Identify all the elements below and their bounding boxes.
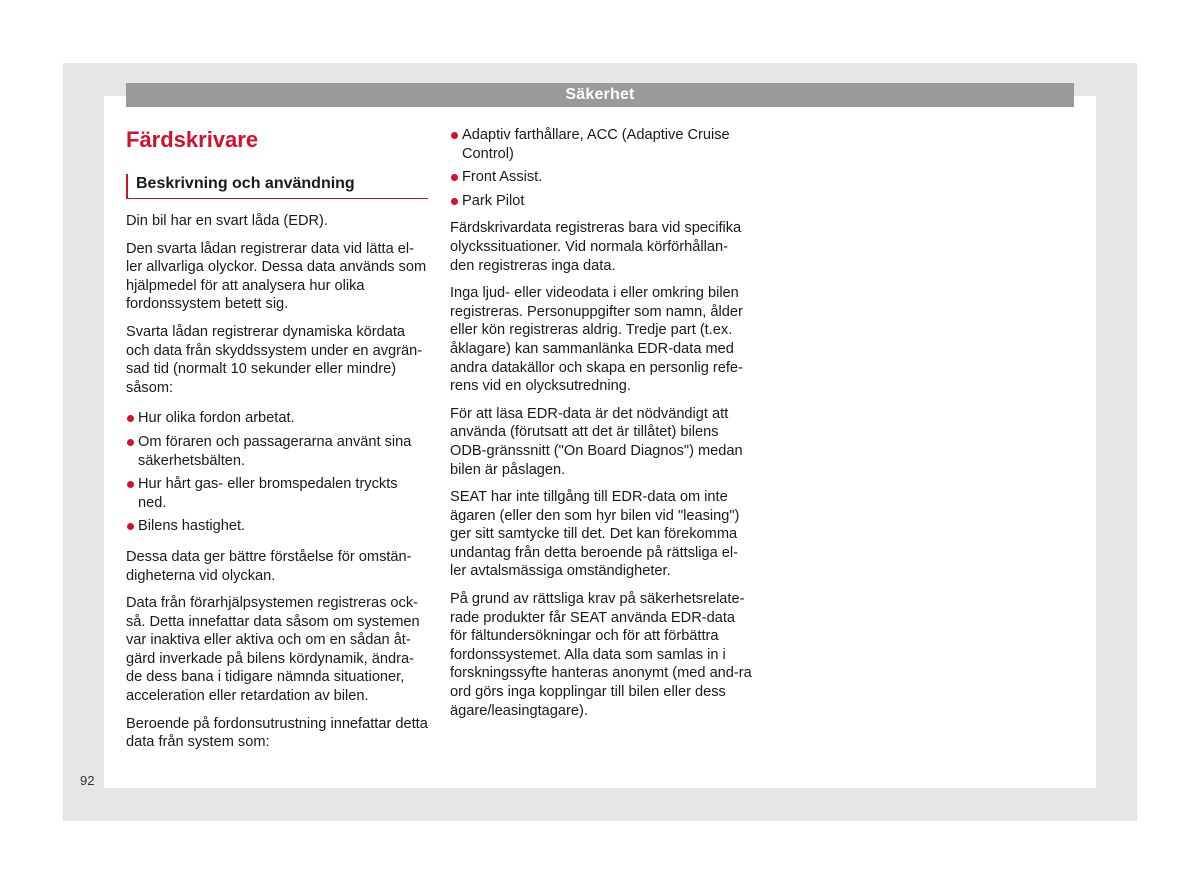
- paragraph: Beroende på fordonsutrustning innefattar detta data från system som:: [126, 715, 428, 751]
- list-item-text: Front Assist.: [462, 169, 543, 186]
- paragraph: Din bil har en svart låda (EDR).: [126, 213, 328, 229]
- list-item: [126, 475, 428, 512]
- paragraph: Svarta lådan registrerar dynamiska kördata och data från skyddssystem under en avgrän-sad tid (normalt 10 sekunder eller mindre) såsom:: [126, 323, 423, 396]
- bullet-list: [450, 126, 752, 210]
- bullet-icon: [127, 439, 134, 446]
- bullet-icon: [451, 198, 458, 205]
- list-item: [450, 168, 752, 187]
- list-item: [450, 192, 752, 211]
- bullet-list: [126, 409, 428, 536]
- section-title: Säkerhet: [565, 86, 635, 103]
- paragraph: SEAT har inte tillgång till EDR-data om inte ägaren (eller den som hyr bilen vid "leasing") ger sitt samtycke till det. Det kan förekomma undantag från detta beroende på rättsliga el-ler avtalsmässiga omständigheter.: [450, 489, 740, 580]
- paragraph: Inga ljud- eller videodata i eller omkring bilen registreras. Personuppgifter som namn, ålder eller kön registreras aldrig. Tredje part (t.ex. åklagare) kan sammanlänka EDR-data med andra datakällor och skapa en personlig refe-rens vid en olycksutredning.: [450, 285, 743, 395]
- left-column: [126, 126, 428, 761]
- paragraph: För att läsa EDR-data är det nödvändigt att använda (förutsatt att det är tillåtet) bilens ODB-gränssnitt ("On Board Diagnos") medan bilen är påslagen.: [450, 405, 743, 478]
- right-column: [450, 126, 752, 729]
- list-item: [126, 517, 428, 536]
- list-item-text: Park Pilot: [462, 192, 525, 209]
- list-item-text: Om föraren och passagerarna använt sina säkerhetsbälten.: [138, 433, 412, 469]
- paragraph: På grund av rättsliga krav på säkerhetsrelate-rade produkter får SEAT använda EDR-data för fältundersökningar och för att förbättra fordonssystemet. Alla data som samlas in i forskningssyfte hanteras anonymt (med and-ra ord görs inga kopplingar till bilen eller dess ägare/leasingtagare).: [450, 591, 752, 719]
- list-item-text: Hur olika fordon arbetat.: [138, 410, 295, 427]
- bullet-icon: [451, 132, 458, 139]
- paragraph: Den svarta lådan registrerar data vid lätta el-ler allvarliga olyckor. Dessa data används som hjälpmedel för att analysera hur olika fordonssystem betett sig.: [126, 240, 427, 313]
- list-item: [450, 126, 752, 163]
- list-item: [126, 409, 428, 428]
- subheading: Beskrivning och användning: [126, 174, 428, 199]
- bullet-icon: [127, 523, 134, 530]
- page-title: Färdskrivare: [126, 127, 259, 152]
- section-header-bar: [126, 83, 1074, 107]
- bullet-icon: [127, 481, 134, 488]
- page-number: 92: [80, 773, 95, 788]
- paragraph: Färdskrivardata registreras bara vid specifika olyckssituationer. Vid normala körförhållan-den registreras inga data.: [450, 220, 742, 274]
- list-item-text: Bilens hastighet.: [138, 518, 246, 535]
- list-item: [126, 433, 428, 470]
- bullet-icon: [451, 174, 458, 181]
- paragraph: Dessa data ger bättre förståelse för omstän-digheterna vid olyckan.: [126, 548, 412, 584]
- list-item-text: Hur hårt gas- eller bromspedalen tryckts ned.: [138, 476, 398, 511]
- paragraph: Data från förarhjälpsystemen registreras ock-så. Detta innefattar data såsom om systemen var inaktiva eller aktiva och om en sådan åt-gärd inverkade på bilens kördynamik, ändra-de dess bana i tidigare nämnda situationer, acceleration eller retardation av bilen.: [126, 595, 420, 705]
- list-item-text: Adaptiv farthållare, ACC (Adaptive Cruise Control): [462, 127, 730, 162]
- bullet-icon: [127, 415, 134, 422]
